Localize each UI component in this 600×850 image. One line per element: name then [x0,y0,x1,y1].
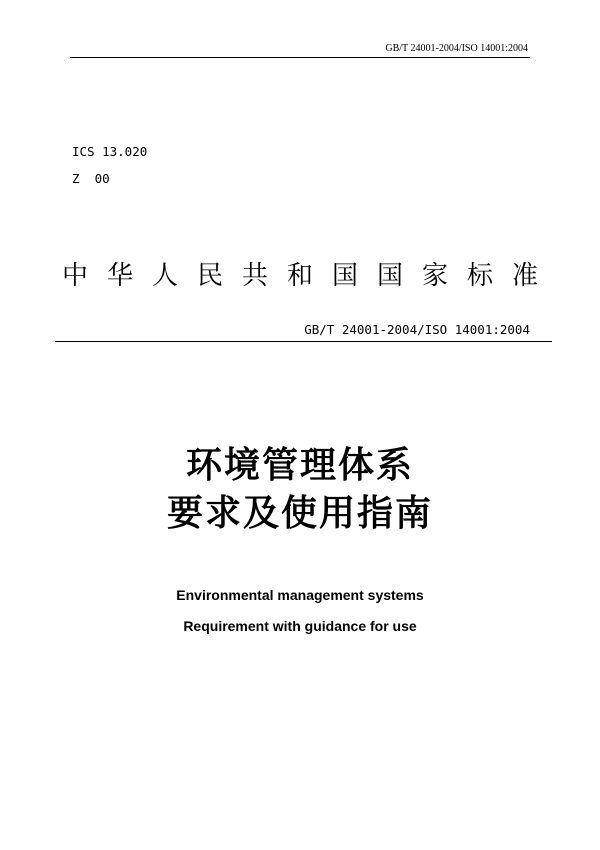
english-title-line-2: Requirement with guidance for use [183,618,417,634]
english-title-line-1: Environmental management systems [176,587,424,603]
chinese-title-line-1: 环境管理体系 [185,445,414,486]
header-standard-code: GB/T 24001-2004/ISO 14001:2004 [385,43,528,54]
standard-rule [55,341,552,342]
header-rule [70,57,530,58]
national-standard-title: 中华人民共和国国家标准 [61,261,557,291]
standard-number: GB/T 24001-2004/ISO 14001:2004 [304,322,530,337]
ics-code: ICS 13.020 [72,144,148,159]
classification-code: Z 00 [72,171,110,186]
chinese-title-line-2: 要求及使用指南 [166,493,433,534]
